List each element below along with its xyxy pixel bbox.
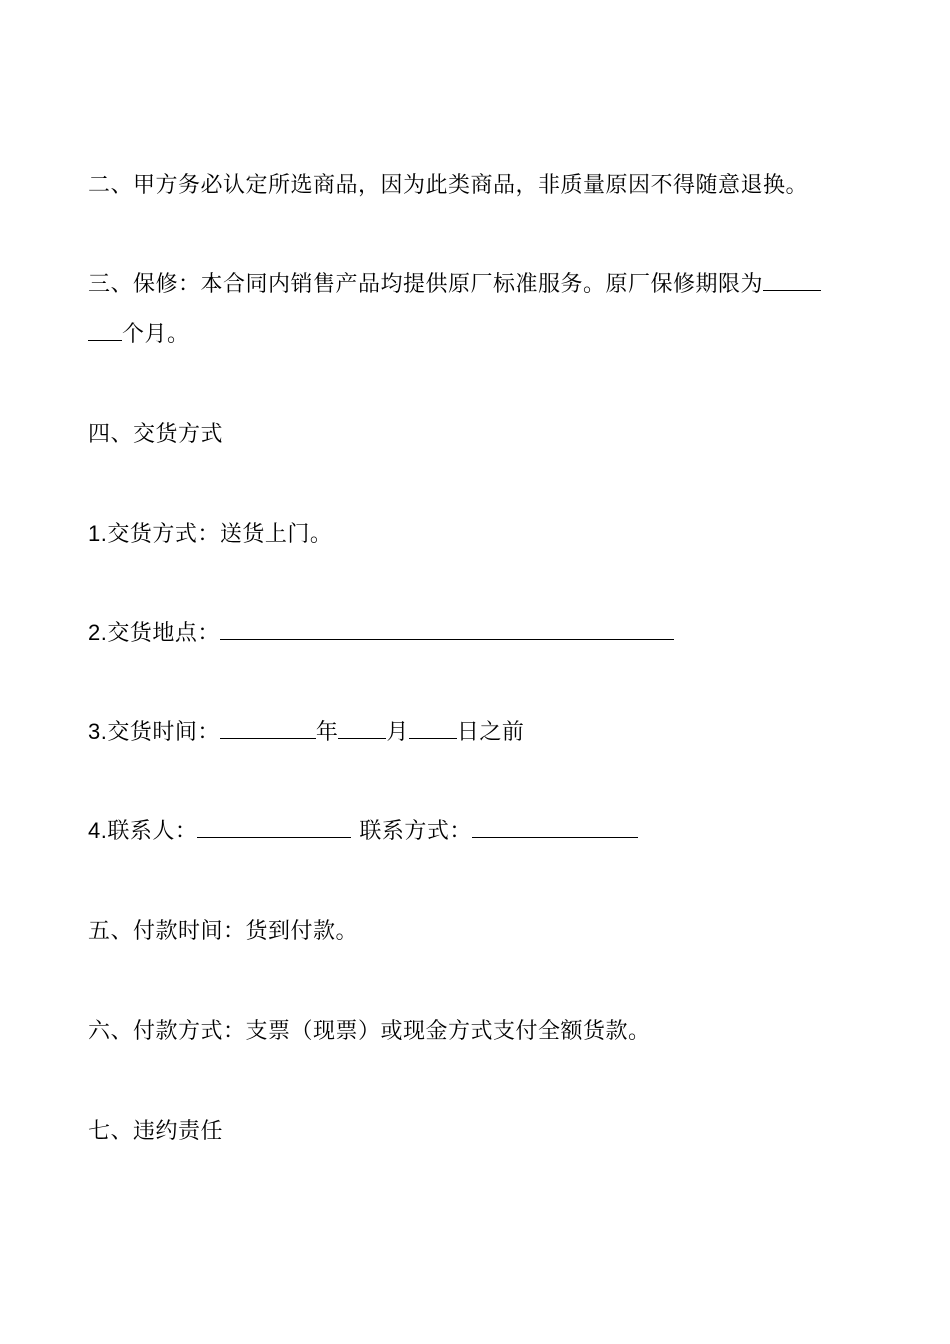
clause-3-line-2 bbox=[88, 320, 190, 349]
contact-method-blank bbox=[472, 817, 638, 838]
contact-person-blank bbox=[197, 817, 351, 838]
delivery-time-label: 3.交货时间： bbox=[88, 719, 220, 744]
clause-4-title: 四、交货方式 bbox=[88, 422, 224, 447]
clause-7-title: 七、违约责任 bbox=[88, 1119, 224, 1144]
warranty-months-blank-part-2 bbox=[88, 320, 122, 341]
contact-label: 4.联系人： bbox=[88, 818, 198, 843]
delivery-place-label: 2.交货地点： bbox=[88, 620, 220, 645]
contact-row bbox=[88, 817, 638, 846]
delivery-place-blank bbox=[220, 619, 674, 640]
delivery-month-blank bbox=[338, 718, 386, 739]
delivery-method: 1.交货方式：送货上门。 bbox=[88, 521, 333, 546]
clause-3-line-1 bbox=[88, 270, 821, 299]
contact-method-label: 联系方式： bbox=[359, 819, 472, 844]
clause-2: 二、甲方务必认定所选商品，因为此类商品，非质量原因不得随意退换。 bbox=[88, 173, 809, 198]
delivery-place-row bbox=[88, 619, 674, 648]
clause-5: 五、付款时间：货到付款。 bbox=[88, 919, 359, 944]
clause-3-suffix: 个月。 bbox=[122, 322, 190, 347]
clause-6: 六、付款方式：支票（现票）或现金方式支付全额货款。 bbox=[88, 1019, 651, 1044]
clause-3-text: 三、保修：本合同内销售产品均提供原厂标准服务。原厂保修期限为 bbox=[88, 272, 764, 297]
delivery-day-suffix: 日之前 bbox=[456, 720, 525, 745]
delivery-year-label: 年 bbox=[315, 720, 339, 745]
delivery-year-blank bbox=[220, 718, 316, 739]
delivery-day-blank bbox=[409, 718, 457, 739]
delivery-time-row bbox=[88, 718, 524, 747]
warranty-months-blank-part-1 bbox=[763, 270, 821, 291]
delivery-month-label: 月 bbox=[386, 720, 409, 745]
